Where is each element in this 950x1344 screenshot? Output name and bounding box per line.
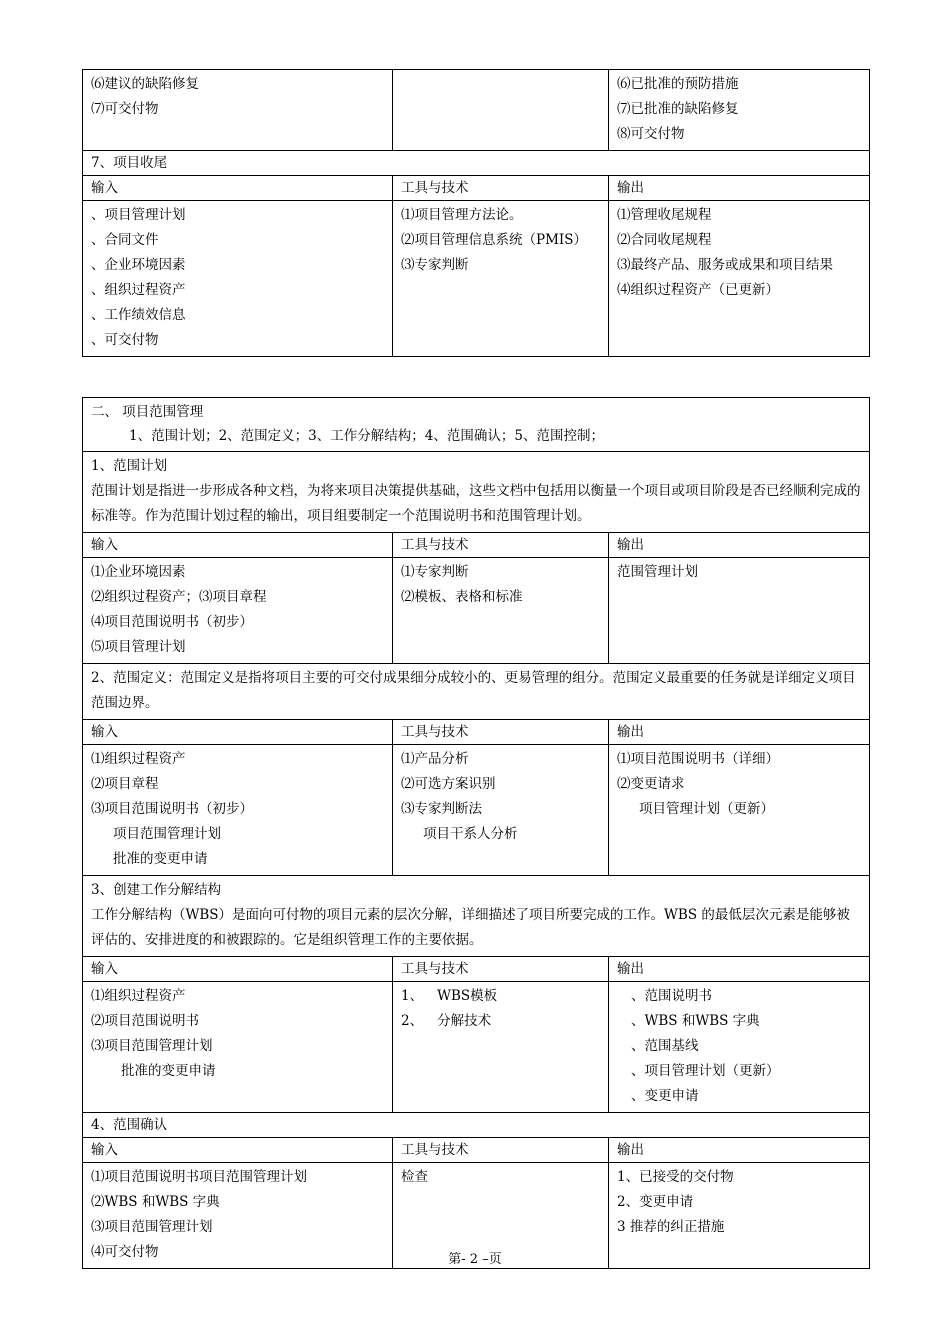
column-header: 工具与技术 — [393, 957, 609, 982]
item-text: WBS模板 — [437, 988, 498, 1004]
table-row — [83, 151, 870, 176]
list-item: 批准的变更申请 — [121, 1063, 216, 1079]
list-item: 2、变更申请 — [617, 1194, 694, 1210]
list-item: ⑶最终产品、服务或成果和项目结果 — [617, 257, 833, 273]
column-header: 输入 — [83, 957, 393, 982]
column-header: 输入 — [83, 1138, 393, 1163]
list-item: 、项目管理计划 — [91, 207, 186, 223]
section-title: 7、项目收尾 — [83, 151, 870, 176]
cell-output — [609, 745, 870, 876]
table-header-row — [83, 533, 870, 558]
list-item: ⑴组织过程资产 — [91, 751, 186, 767]
list-item: 3 推荐的纠正措施 — [617, 1219, 725, 1235]
item-number: 2、 — [401, 1013, 424, 1029]
table-scope-management — [82, 397, 870, 1269]
list-item: ⑴专家判断 — [401, 564, 469, 580]
list-item: ⑴项目范围说明书项目范围管理计划 — [91, 1169, 307, 1185]
cell-output — [609, 558, 870, 664]
cell-input — [83, 982, 393, 1113]
list-item: ⑶专家判断法 — [401, 801, 482, 817]
table-row — [83, 398, 870, 452]
list-item: ⑷可交付物 — [91, 1244, 159, 1260]
section-description — [83, 664, 870, 720]
column-header: 输入 — [83, 720, 393, 745]
list-item: ⑵可选方案识别 — [401, 776, 496, 792]
cell-tools — [393, 982, 609, 1113]
list-item: 项目干系人分析 — [423, 826, 518, 842]
column-header: 输出 — [609, 957, 870, 982]
column-header: 输出 — [609, 176, 870, 201]
list-item: ⑺可交付物 — [91, 101, 159, 117]
list-item: ⑶项目范围管理计划 — [91, 1038, 213, 1054]
table-row — [83, 1113, 870, 1138]
list-item: 、组织过程资产 — [91, 282, 186, 298]
cell-tools — [393, 70, 609, 151]
column-header: 工具与技术 — [393, 1138, 609, 1163]
chapter-title: 二、 项目范围管理 — [91, 404, 204, 420]
cell-input — [83, 558, 393, 664]
column-header: 输出 — [609, 720, 870, 745]
list-item: ⑴产品分析 — [401, 751, 469, 767]
list-item: ⑶项目范围说明书（初步） — [91, 801, 253, 817]
table-row — [83, 201, 870, 357]
table-header-row — [83, 176, 870, 201]
list-item: ⑴组织过程资产 — [91, 988, 186, 1004]
table-row — [83, 982, 870, 1113]
list-item: ⑴项目范围说明书（详细） — [617, 751, 779, 767]
list-item: 、WBS 和WBS 字典 — [631, 1013, 760, 1029]
section-description — [83, 452, 870, 533]
list-item: 项目管理计划（更新） — [639, 801, 774, 817]
column-header: 输出 — [609, 1138, 870, 1163]
list-item: ⑹已批准的预防措施 — [617, 76, 739, 92]
description-text: 范围计划是指进一步形成各种文档，为将来项目决策提供基础，这些文档中包括用以衡量一个项目或项目阶段是否已经顺利完成的标准等。作为范围计划过程的输出，项目组要制定一个范围说明书和范围管理计划。 — [91, 483, 861, 524]
item-text: 分解技术 — [437, 1013, 492, 1029]
column-header: 输入 — [83, 176, 393, 201]
table-row — [83, 664, 870, 720]
list-item: ⑴管理收尾规程 — [617, 207, 712, 223]
list-item: ⑴企业环境因素 — [91, 564, 186, 580]
list-item — [401, 1009, 600, 1034]
list-item: 、工作绩效信息 — [91, 307, 186, 323]
list-item: ⑵项目范围说明书 — [91, 1013, 199, 1029]
list-item: ⑺已批准的缺陷修复 — [617, 101, 739, 117]
list-item: ⑵合同收尾规程 — [617, 232, 712, 248]
cell-tools — [393, 745, 609, 876]
list-item: ⑵WBS 和WBS 字典 — [91, 1194, 220, 1210]
cell-input — [83, 745, 393, 876]
list-item: ⑵项目管理信息系统（PMIS） — [401, 232, 587, 248]
list-item: ⑻可交付物 — [617, 126, 685, 142]
section-header — [83, 398, 870, 452]
table-row — [83, 876, 870, 957]
description-text: 2、范围定义：范围定义是指将项目主要的可交付成果细分成较小的、更易管理的组分。范围定义最重要的任务就是详细定义项目范围边界。 — [91, 670, 856, 711]
table-header-row — [83, 720, 870, 745]
page-number: 第- 2 –页 — [448, 1252, 502, 1267]
description-text: 工作分解结构（WBS）是面向可付物的项目元素的层次分解，详细描述了项目所要完成的工作。WBS 的最低层次元素是能够被评估的、安排进度的和被跟踪的。它是组织管理工作的主要依据。 — [91, 907, 850, 948]
cell-tools — [393, 558, 609, 664]
column-header: 输出 — [609, 533, 870, 558]
item-number: 1、 — [401, 988, 424, 1004]
cell-output — [609, 201, 870, 357]
list-item: 、范围基线 — [631, 1038, 699, 1054]
list-item: ⑵项目章程 — [91, 776, 159, 792]
cell-input — [83, 201, 393, 357]
list-item: 1、已接受的交付物 — [617, 1169, 734, 1185]
list-item: 项目范围管理计划 — [113, 826, 221, 842]
list-item: 范围管理计划 — [617, 564, 698, 580]
list-item: 、变更申请 — [631, 1088, 699, 1104]
list-item: 批准的变更申请 — [113, 851, 208, 867]
cell-output — [609, 70, 870, 151]
table-project-closing — [82, 69, 870, 357]
column-header: 输入 — [83, 533, 393, 558]
cell-output — [609, 982, 870, 1113]
list-item: ⑵模板、表格和标准 — [401, 589, 523, 605]
section-title: 4、范围确认 — [83, 1113, 870, 1138]
table-row — [83, 70, 870, 151]
column-header: 工具与技术 — [393, 720, 609, 745]
column-header: 工具与技术 — [393, 533, 609, 558]
table-header-row — [83, 1138, 870, 1163]
list-item: 、项目管理计划（更新） — [631, 1063, 780, 1079]
table-header-row — [83, 957, 870, 982]
list-item: 、企业环境因素 — [91, 257, 186, 273]
list-item: ⑸项目管理计划 — [91, 639, 186, 655]
list-item: ⑴项目管理方法论。 — [401, 207, 523, 223]
list-item: 、合同文件 — [91, 232, 159, 248]
list-item: ⑶专家判断 — [401, 257, 469, 273]
list-item: 、可交付物 — [91, 332, 159, 348]
list-item: ⑶项目范围管理计划 — [91, 1219, 213, 1235]
list-item: ⑷组织过程资产（已更新） — [617, 282, 779, 298]
table-row — [83, 745, 870, 876]
cell-tools — [393, 201, 609, 357]
list-item: ⑷项目范围说明书（初步） — [91, 614, 253, 630]
column-header: 工具与技术 — [393, 176, 609, 201]
list-item: ⑹建议的缺陷修复 — [91, 76, 199, 92]
section-title: 1、范围计划 — [91, 458, 168, 474]
cell-input — [83, 70, 393, 151]
list-item — [401, 984, 600, 1009]
section-title: 3、创建工作分解结构 — [91, 882, 222, 898]
chapter-subtitle: 1、范围计划；2、范围定义；3、工作分解结构；4、范围确认；5、范围控制； — [129, 428, 604, 444]
table-row — [83, 558, 870, 664]
table-row — [83, 452, 870, 533]
section-description — [83, 876, 870, 957]
list-item: ⑵变更请求 — [617, 776, 685, 792]
list-item: 检查 — [401, 1169, 428, 1185]
list-item: ⑵组织过程资产；⑶项目章程 — [91, 589, 267, 605]
list-item: 、范围说明书 — [631, 988, 712, 1004]
